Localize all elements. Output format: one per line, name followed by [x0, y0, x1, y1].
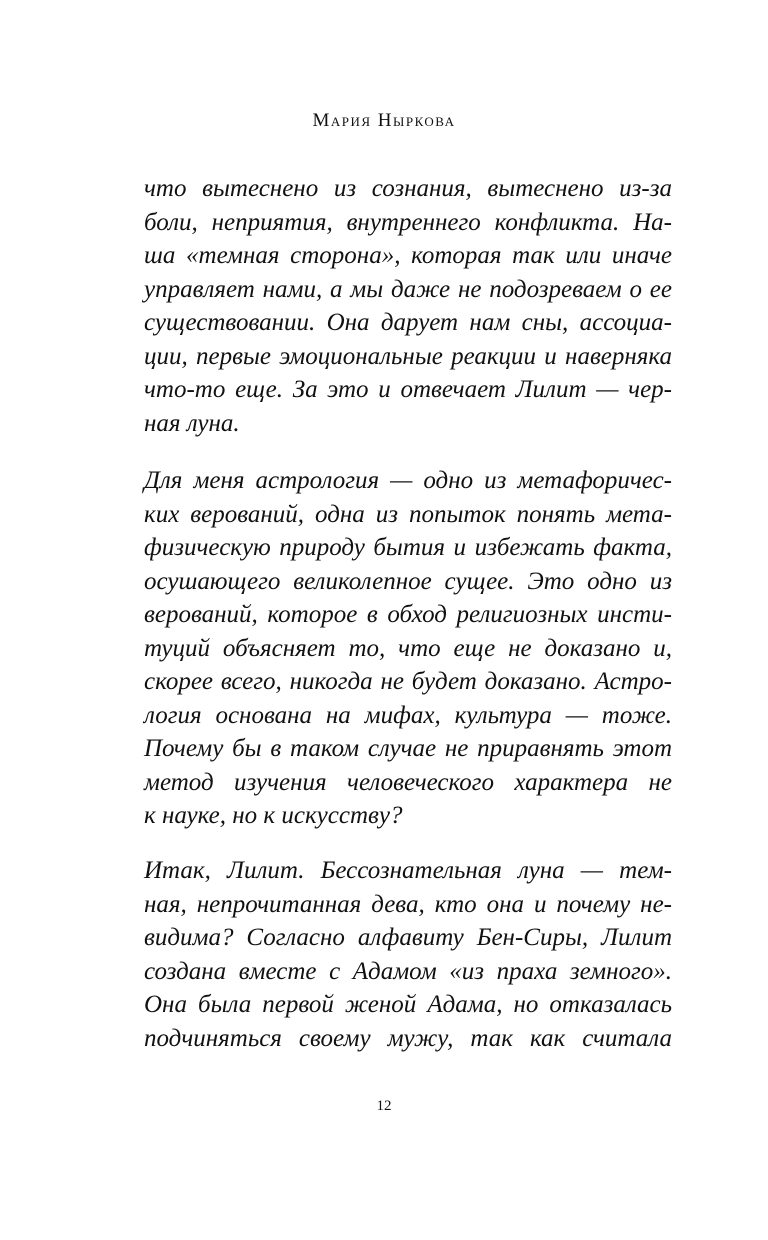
text-line: что вытеснено из сознания, вытеснено из-за [144, 175, 672, 202]
paragraph-1 [144, 172, 672, 440]
running-head: Мария Ныркова [312, 110, 456, 131]
paragraph-3 [144, 854, 672, 1055]
text-line: ша «темная сторона», которая так или иначе [144, 242, 672, 269]
text-line: логия основана на мифах, культура — тоже. [144, 701, 672, 729]
text-line: верований, которое в обход религиозных инсти- [144, 601, 672, 628]
text-line: Она была первой женой Адама, но отказалась [144, 991, 672, 1018]
page-number: 12 [376, 1098, 392, 1114]
text-line: Для меня астрология — одно из метафоричес- [144, 467, 672, 494]
text-line: осушающего великолепное сущее. Это одно из [144, 567, 672, 595]
text-line: подчиняться своему мужу, так как считала [144, 1024, 672, 1052]
text-line: создана вместе с Адамом «из праха земного». [144, 957, 672, 985]
text-line: ная луна. [144, 409, 240, 437]
text-line: видима? Согласно алфавиту Бен-Сиры, Лилит [144, 924, 672, 951]
text-line: к науке, но к искусству? [144, 802, 403, 829]
text-line: что-то еще. За это и отвечает Лилит — чер- [144, 376, 672, 403]
text-line: боли, неприятия, внутреннего конфликта. На- [144, 208, 672, 236]
text-line: существовании. Она дарует нам сны, ассоциа- [144, 309, 672, 336]
text-line: туций объясняет то, что еще не доказано и, [144, 634, 672, 662]
text-line: ная, непрочитанная дева, кто она и почему не- [144, 890, 672, 918]
text-line: Итак, Лилит. Бессознательная луна — тем- [144, 857, 672, 884]
text-line: метод изучения человеческого характера не [144, 768, 672, 796]
text-line: Почему бы в таком случае не приравнять этот [144, 735, 672, 762]
text-line: управляет нами, а мы даже не подозреваем о ее [144, 275, 672, 303]
paragraph-2 [144, 464, 672, 833]
text-line: скорее всего, никогда не будет доказано. Астро- [144, 668, 672, 695]
text-line: физическую природу бытия и избежать факта, [144, 534, 672, 561]
text-line: ких верований, одна из попыток понять мета- [144, 500, 672, 528]
text-line: ции, первые эмоциональные реакции и наверняка [144, 342, 672, 370]
